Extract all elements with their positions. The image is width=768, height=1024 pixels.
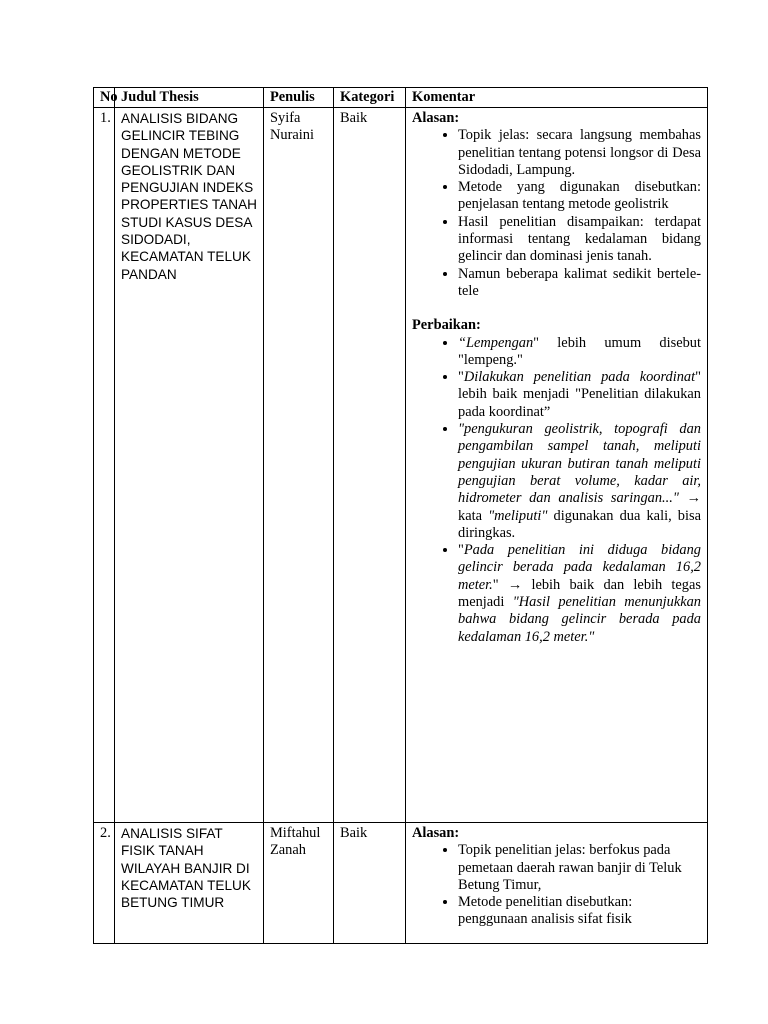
quote-text: "Hasil penelitian menunjukkan bahwa bidang gelincir berada pada kedalaman 16,2 meter." xyxy=(458,594,701,645)
header-row xyxy=(94,88,708,108)
list-item xyxy=(458,542,701,646)
alasan-list xyxy=(412,127,701,300)
list-item: • Namun beberapa kalimat sedikit bertele-tele xyxy=(458,266,701,301)
cell-no: 1. xyxy=(94,108,115,823)
quote-text: "pengukuran geolistrik, topografi dan pengambilan sampel tanah, meliputi pengujian ukuran butiran tanah meliputi pengujian berat volume, kadar air, hidrometer dan analisis saringan..." xyxy=(458,421,701,507)
list-item: • Topik jelas: secara langsung membahas penelitian tentang potensi longsor di Desa Sidodadi, Lampung. xyxy=(458,127,701,179)
comment-text: " lebih baik menjadi "Penelitian dilakukan pada koordinat” xyxy=(458,369,701,420)
alasan-title: Alasan: xyxy=(412,110,460,126)
alasan-list xyxy=(412,842,701,928)
cell-komentar xyxy=(406,108,708,823)
comment-text: → kata xyxy=(458,490,701,524)
table-row xyxy=(94,823,708,944)
list-item xyxy=(458,421,701,542)
list-item: • Hasil penelitian disampaikan: terdapat informasi tentang kedalaman bidang gelincir dan dominasi jenis tanah. xyxy=(458,214,701,266)
perbaikan-title: Perbaikan: xyxy=(412,317,481,334)
list-item: • Metode penelitian disebutkan: penggunaan analisis sifat fisik xyxy=(458,894,701,929)
cell-kategori: Baik xyxy=(334,823,406,944)
cell-penulis: Miftahul Zanah xyxy=(264,823,334,944)
quote-text: “Lempengan xyxy=(458,334,534,351)
comment-text: digunakan dua kali, bisa diringkas. xyxy=(458,507,701,541)
table-row xyxy=(94,108,708,823)
header-penulis: Penulis xyxy=(264,88,334,108)
comment-text: " → lebih baik dan lebih tegas menjadi xyxy=(458,576,701,611)
comment-text: " lebih umum disebut "lempeng." xyxy=(458,334,701,368)
cell-judul: ANALISIS SIFAT FISIK TANAH WILAYAH BANJIR DI KECAMATAN TELUK BETUNG TIMUR xyxy=(115,823,264,944)
cell-komentar xyxy=(406,823,708,944)
comment-text: " xyxy=(458,542,464,559)
list-item xyxy=(458,369,701,421)
perbaikan-list xyxy=(412,335,701,646)
cell-penulis: Syifa Nuraini xyxy=(264,108,334,823)
alasan-title: Alasan: xyxy=(412,825,460,841)
cell-no: 2. xyxy=(94,823,115,944)
thesis-review-table xyxy=(93,87,708,944)
header-komentar: Komentar xyxy=(406,88,708,108)
quote-text: Pada penelitian ini diduga bidang gelincir berada pada kedalaman 16,2 meter. xyxy=(458,542,701,593)
cell-kategori: Baik xyxy=(334,108,406,823)
list-item xyxy=(458,335,701,370)
quote-text: Dilakukan penelitian pada koordinat xyxy=(463,369,696,386)
cell-judul: ANALISIS BIDANG GELINCIR TEBING DENGAN METODE GEOLISTRIK DAN PENGUJIAN INDEKS PROPERTIES TANAH STUDI KASUS DESA SIDODADI, KECAMATAN TELUK PANDAN xyxy=(115,108,264,823)
header-kategori: Kategori xyxy=(334,88,406,108)
header-judul: Judul Thesis xyxy=(115,88,264,108)
header-no: No xyxy=(94,88,115,108)
list-item: • Metode yang digunakan disebutkan: penjelasan tentang metode geolistrik xyxy=(458,179,701,214)
list-item: • Topik penelitian jelas: berfokus pada pemetaan daerah rawan banjir di Teluk Betung Timur, xyxy=(458,842,701,894)
comment-text: " xyxy=(458,369,464,386)
quote-text: "meliputi" xyxy=(488,507,548,524)
